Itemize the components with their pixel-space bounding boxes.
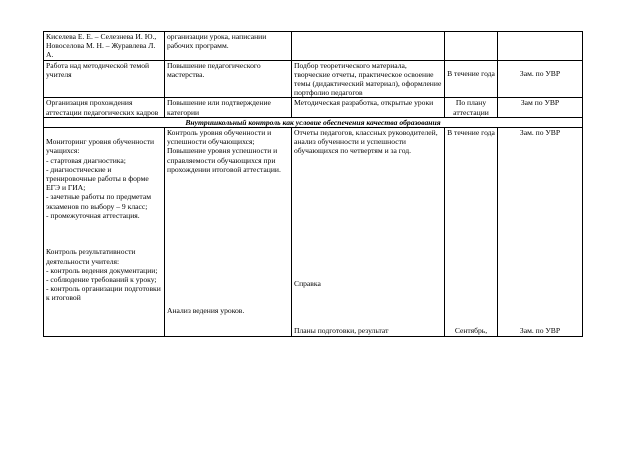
responsible-text: Зам. по УВР	[519, 128, 561, 138]
cell-responsible	[498, 60, 583, 98]
cell-executors: Работа над методической темой учителя	[44, 60, 165, 98]
cell-responsible: Зам по УВР	[498, 98, 583, 117]
content-report: Справка	[294, 279, 321, 289]
content-plans: Планы подготовки, результат	[294, 326, 389, 336]
teacher-control-list: Контроль результативности деятельности учителя: - контроль ведения документации; - соблюдение требований к уроку; - контроль организации подготовки к итоговой	[46, 247, 161, 303]
table-row	[44, 32, 583, 61]
cell-timing: По плану аттестации	[445, 98, 498, 117]
cell-direction	[165, 128, 292, 337]
cell-content	[292, 32, 445, 61]
cell-direction: Повышение или подтверждение категории	[165, 98, 292, 117]
responsible-text: Зам. по УВР	[519, 68, 561, 78]
table-row	[44, 60, 583, 98]
table-row	[44, 128, 583, 337]
cell-direction: Повышение педагогического мастерства.	[165, 60, 292, 98]
timing-text: В течение года	[447, 68, 495, 78]
cell-content	[292, 128, 445, 337]
timing-text: В течение года	[447, 128, 495, 138]
cell-direction: организации урока, написании рабочих программ.	[165, 32, 292, 61]
direction-analysis: Анализ ведения уроков.	[167, 306, 245, 316]
responsible-bottom: Зам. по УВР	[519, 326, 561, 336]
cell-executors	[44, 128, 165, 337]
cell-executors: Организация прохождения аттестации педагогических кадров	[44, 98, 165, 117]
monitoring-list: Мониторинг уровня обученности учащихся: - стартовая диагностика; - диагностические и тренировочные работы в форме ЕГЭ и ГИА; - зачетные работы по предметам экзаменов по выбору – 9 класс; - промежуточная аттестация.	[46, 137, 155, 220]
plan-table	[43, 31, 583, 337]
table-row	[44, 98, 583, 117]
section-row	[44, 117, 583, 127]
cell-responsible	[498, 128, 583, 337]
direction-text: Контроль уровня обученности и успешности обучающихся; Повышение уровня успешности и справляемости обучающихся при прохождении итоговой аттестации.	[167, 128, 281, 174]
cell-content: Методическая разработка, открытые уроки	[292, 98, 445, 117]
cell-timing	[445, 60, 498, 98]
cell-executors: Киселева Е. Е. – Селезнева И. Ю., Новоселова М. Н. – Журавлева Л. А.	[44, 32, 165, 61]
cell-responsible	[498, 32, 583, 61]
cell-content: Подбор теоретического материала, творческие отчеты, практическое освоение темы (дидактический материал), оформление портфолио педагогов	[292, 60, 445, 98]
cell-timing	[445, 32, 498, 61]
timing-month: Сентябрь,	[454, 326, 488, 336]
section-title: Внутришкольный контроль как условие обеспечения качества образования	[44, 117, 583, 127]
cell-timing	[445, 128, 498, 337]
content-text: Отчеты педагогов, классных руководителей, анализ обученности и успешности обучающихся по четвертям и за год.	[294, 128, 438, 156]
